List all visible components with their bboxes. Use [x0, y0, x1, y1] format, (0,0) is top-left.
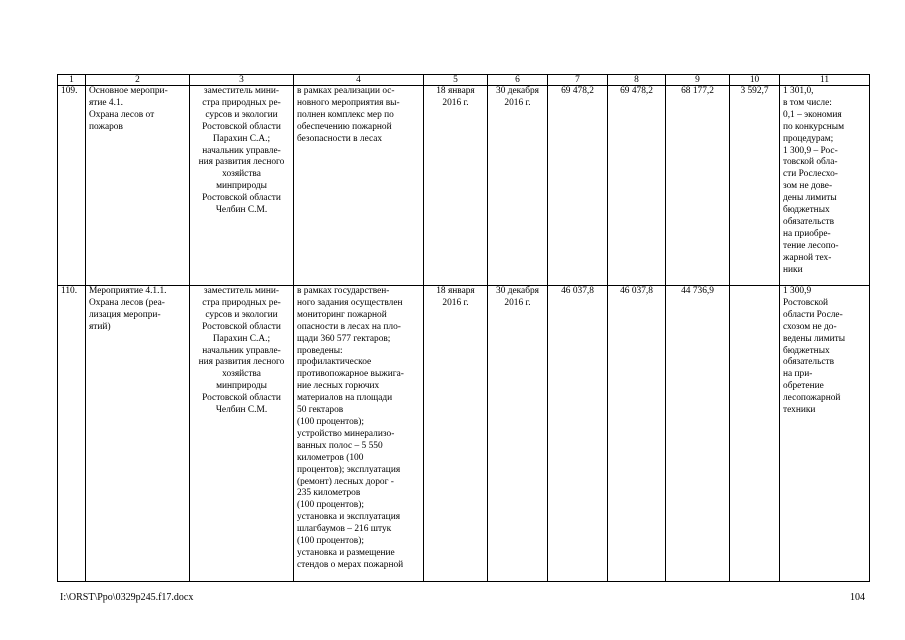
start-date-cell: 18 января 2016 г.	[424, 286, 488, 582]
column-number-header: 8	[608, 75, 666, 86]
start-date-cell: 18 января 2016 г.	[424, 86, 488, 286]
value-cell: 3 592,7	[730, 86, 780, 286]
event-name-cell: Мероприятие 4.1.1. Охрана лесов (реа- лизация меропри- ятий)	[86, 286, 190, 582]
table-row	[58, 86, 870, 286]
value-cell: 46 037,8	[608, 286, 666, 582]
responsible-cell: заместитель мини- стра природных ре- сурсов и экологии Ростовской области Парахин С.А.; начальник управле- ния развития лесного хозяйства минприроды Ростовской области Челбин С.М.	[190, 86, 294, 286]
value-cell: 69 478,2	[548, 86, 608, 286]
end-date-cell: 30 декабря 2016 г.	[488, 286, 548, 582]
page-number: 104	[850, 592, 865, 603]
column-number-header: 9	[666, 75, 730, 86]
table-header-row	[58, 75, 870, 86]
row-number-cell: 110.	[58, 286, 86, 582]
column-number-header: 1	[58, 75, 86, 86]
document-table	[57, 74, 870, 582]
value-cell: 69 478,2	[608, 86, 666, 286]
column-number-header: 5	[424, 75, 488, 86]
column-number-header: 10	[730, 75, 780, 86]
value-cell: 68 177,2	[666, 86, 730, 286]
column-number-header: 3	[190, 75, 294, 86]
column-number-header: 2	[86, 75, 190, 86]
column-number-header: 11	[780, 75, 870, 86]
end-date-cell: 30 декабря 2016 г.	[488, 86, 548, 286]
responsible-cell: заместитель мини- стра природных ре- сурсов и экологии Ростовской области Парахин С.А.; начальник управле- ния развития лесного хозяйства минприроды Ростовской области Челбин С.М.	[190, 286, 294, 582]
value-cell	[730, 286, 780, 582]
value-cell: 46 037,8	[548, 286, 608, 582]
result-cell: в рамках реализации ос- новного мероприятия вы- полнен комплекс мер по обеспечению пожарной безопасности в лесах	[294, 86, 424, 286]
table-row	[58, 286, 870, 582]
result-cell: в рамках государствен- ного задания осуществлен мониторинг пожарной опасности в лесах на пло- щади 360 577 гектаров; проведены: профилактическое противопожарное выжига- ние лесных горючих материалов на площади 50 гектаров (100 процентов); устройство минерализо- ванных полос – 5 550 километров (100 процентов); эксплуатация (ремонт) лесных дорог - 235 километров (100 процентов); установка и эксплуатация шлагбаумов – 216 штук (100 процентов); установка и размещение стендов о мерах пожарной	[294, 286, 424, 582]
row-number-cell: 109.	[58, 86, 86, 286]
event-name-cell: Основное меропри- ятие 4.1. Охрана лесов от пожаров	[86, 86, 190, 286]
value-cell: 44 736,9	[666, 286, 730, 582]
column-number-header: 6	[488, 75, 548, 86]
column-number-header: 7	[548, 75, 608, 86]
note-cell: 1 301,0, в том числе: 0,1 – экономия по конкурсным процедурам; 1 300,9 – Рос- товской обла- сти Рослесхо- зом не дове- дены лимиты бюджетных обязательств на приобре- тение лесопо- жарной тех- ники	[780, 86, 870, 286]
note-cell: 1 300,9 Ростовской области Росле- схозом не до- ведены лимиты бюджетных обязательств на при- обретение лесопожарной техники	[780, 286, 870, 582]
column-number-header: 4	[294, 75, 424, 86]
file-path: I:\ORST\Ppo\0329p245.f17.docx	[60, 592, 194, 603]
